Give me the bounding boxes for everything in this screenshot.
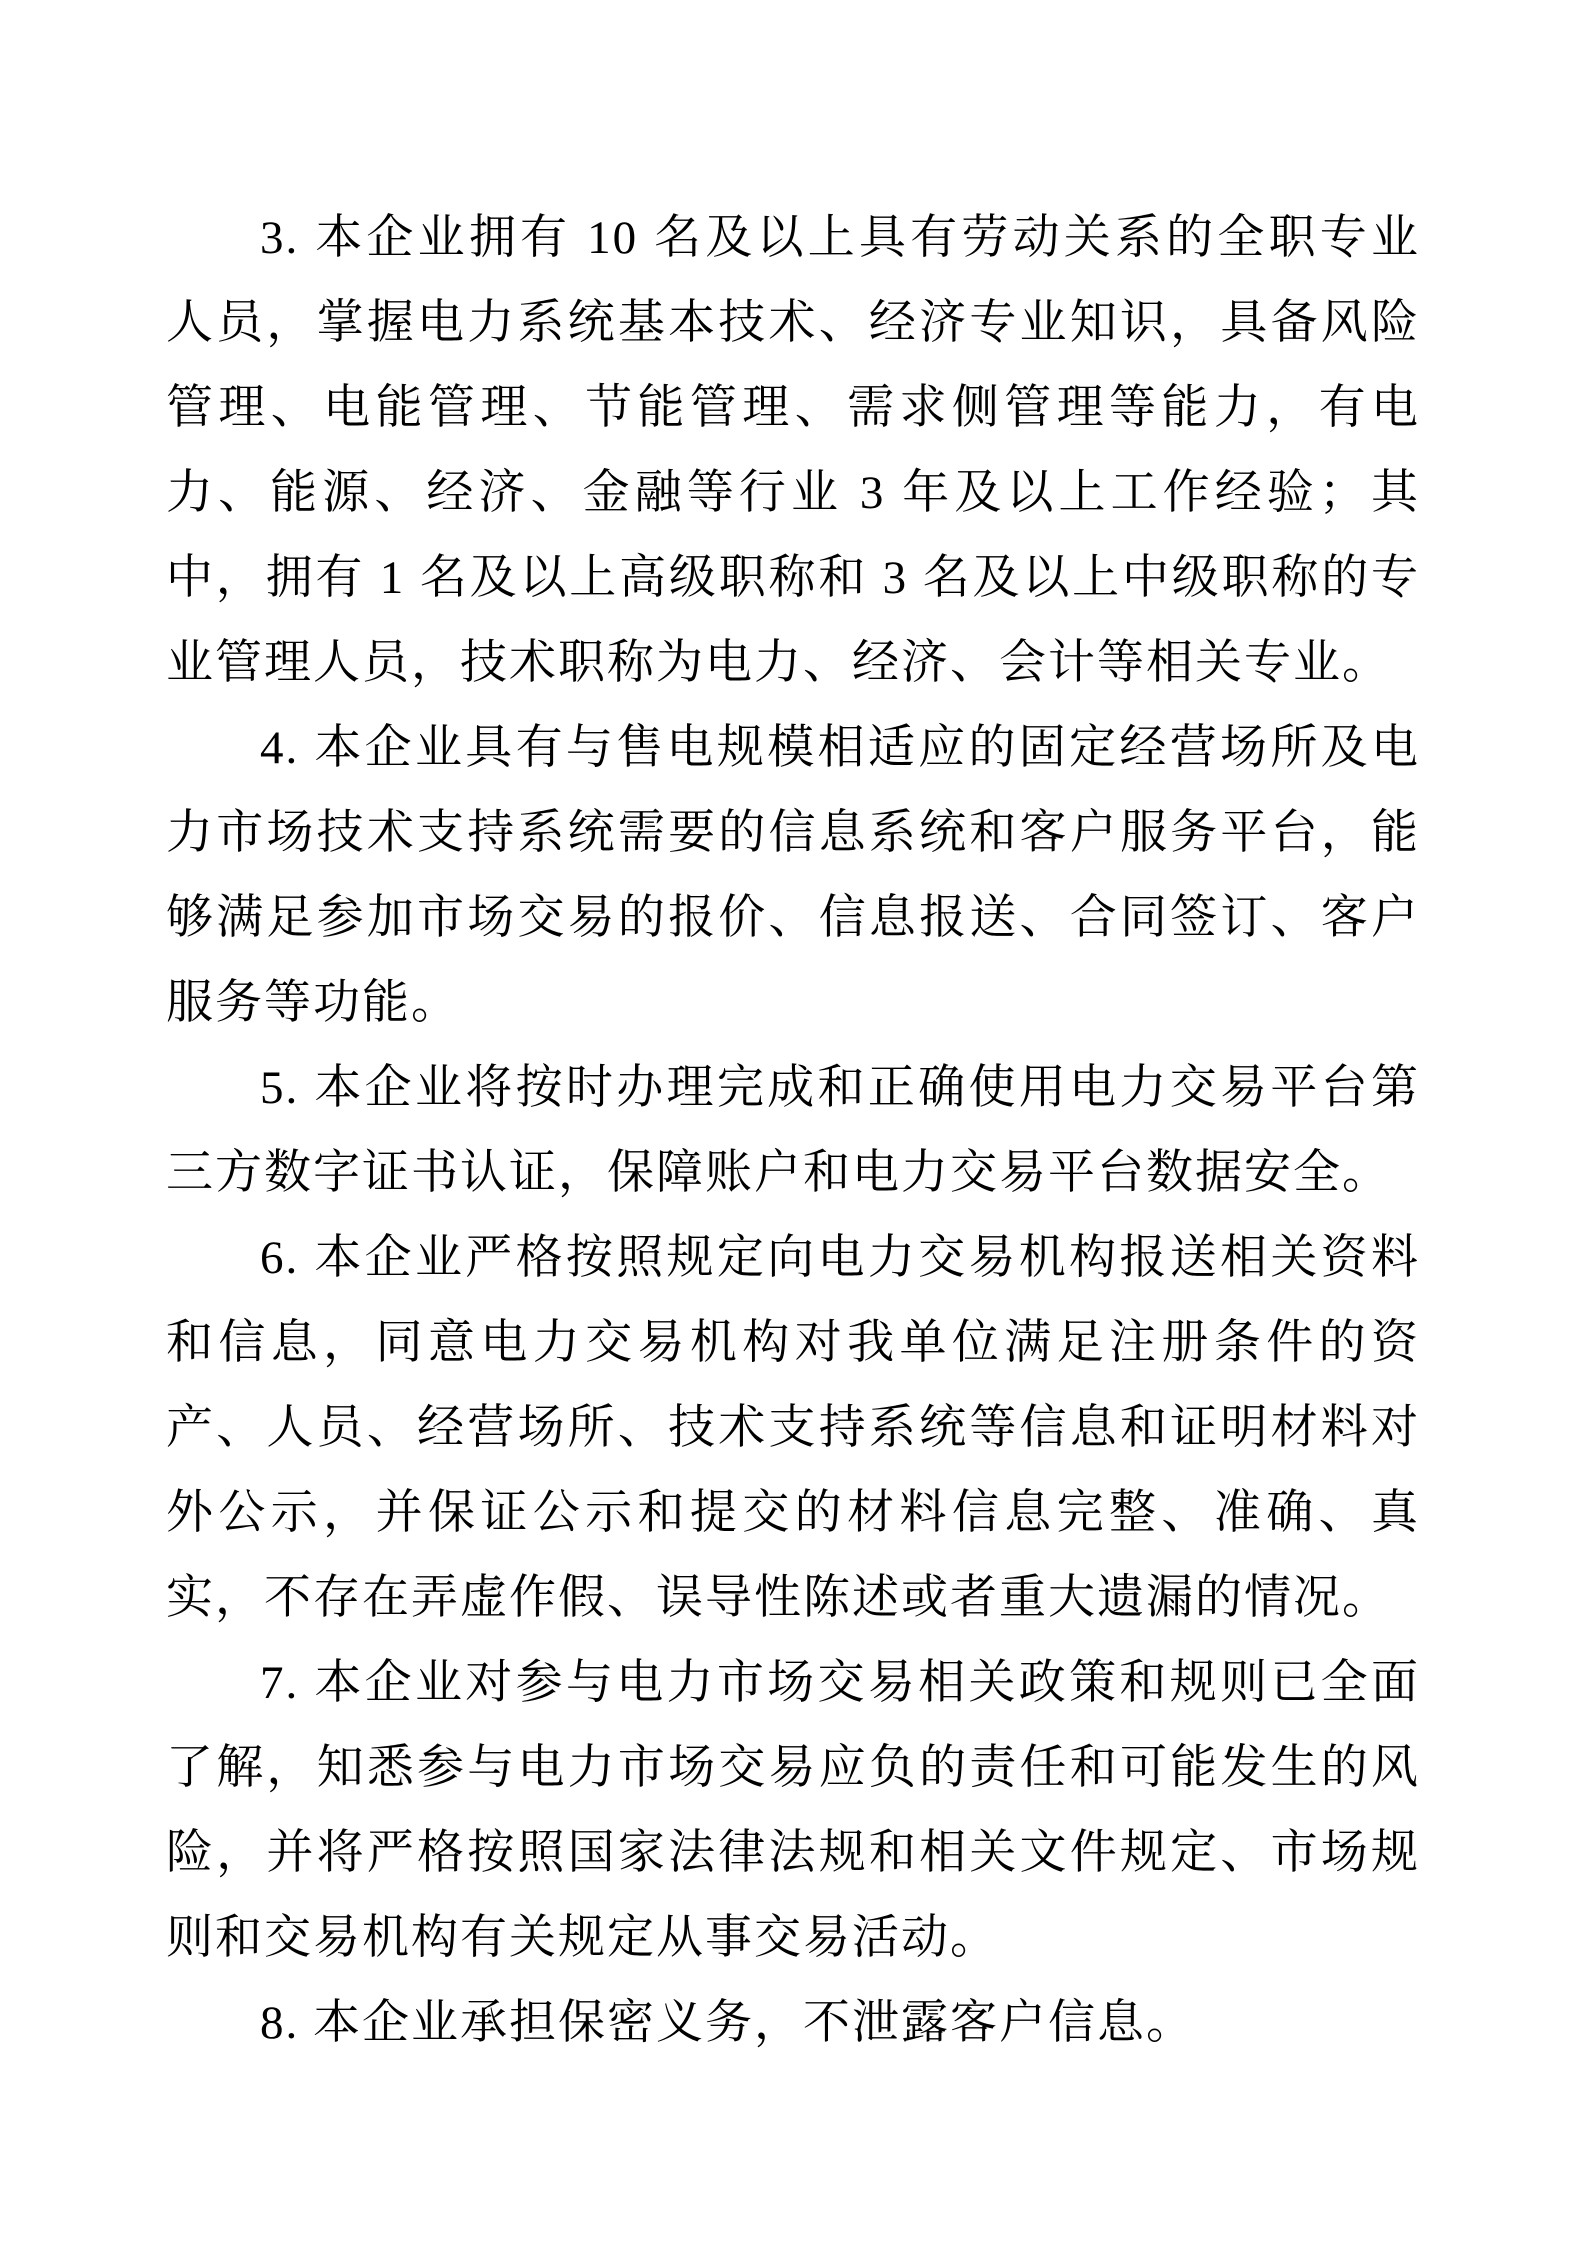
clause-4: 4. 本企业具有与售电规模相适应的固定经营场所及电力市场技术支持系统需要的信息系统和客户服务平台，能够满足参加市场交易的报价、信息报送、合同签订、客户服务等功能。 bbox=[166, 722, 1420, 1029]
clause-7: 7. 本企业对参与电力市场交易相关政策和规则已全面了解，知悉参与电力市场交易应负的责任和可能发生的风险，并将严格按照国家法律法规和相关文件规定、市场规则和交易机构有关规定从事交易活动。 bbox=[166, 1657, 1420, 1964]
clause-5: 5. 本企业将按时办理完成和正确使用电力交易平台第三方数字证书认证，保障账户和电力交易平台数据安全。 bbox=[166, 1062, 1420, 1199]
clause-8: 8. 本企业承担保密义务，不泄露客户信息。 bbox=[260, 1997, 1195, 2049]
clause-3: 3. 本企业拥有 10 名及以上具有劳动关系的全职专业人员，掌握电力系统基本技术、经济专业知识，具备风险管理、电能管理、节能管理、需求侧管理等能力，有电力、能源、经济、金融等行业 3 年及以上工作经验；其中，拥有 1 名及以上高级职称和 3 名及以上中级职称的专业管理人员，技术职称为电力、经济、会计等相关专业。 bbox=[166, 212, 1420, 689]
clause-6: 6. 本企业严格按照规定向电力交易机构报送相关资料和信息，同意电力交易机构对我单位满足注册条件的资产、人员、经营场所、技术支持系统等信息和证明材料对外公示，并保证公示和提交的材料信息完整、准确、真实，不存在弄虚作假、误导性陈述或者重大遗漏的情况。 bbox=[166, 1232, 1420, 1624]
document-body bbox=[166, 196, 1420, 2066]
